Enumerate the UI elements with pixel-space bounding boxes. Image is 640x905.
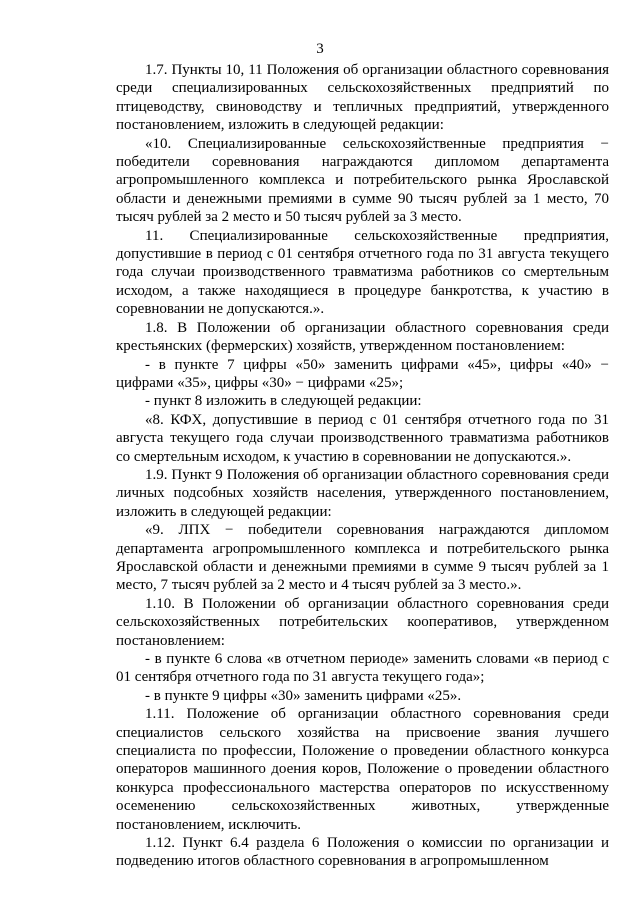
document-body [116, 61, 609, 871]
paragraph-quote-10: «10. Специализированные сельскохозяйственные предприятия − победители соревнования награждаются дипломом департамента агропромышленного комплекса и потребительского рынка Ярославской области и денежными премиями в сумме 90 тысяч рублей за 1 место, 70 тысяч рублей за 2 место и 50 тысяч рублей за 3 место. [116, 135, 609, 226]
page-number: 3 [316, 41, 324, 57]
paragraph-1-8-item-8: - пункт 8 изложить в следующей редакции: [145, 393, 422, 410]
paragraph-1-8-item-7: - в пункте 7 цифры «50» заменить цифрами «45», цифры «40» − цифрами «35», цифры «30» − цифрами «25»; [116, 356, 609, 391]
paragraph-1-10: 1.10. В Положении об организации областного соревнования среди сельскохозяйственных потребительских кооперативов, утвержденном постановлением: [116, 595, 609, 649]
paragraph-quote-8: «8. КФХ, допустившие в период с 01 сентября отчетного года по 31 августа текущего года случаи производственного травматизма работников со смертельным исходом, к участию в соревновании не допускаются.». [116, 411, 609, 465]
paragraph-1-9: 1.9. Пункт 9 Положения об организации областного соревнования среди личных подсобных хозяйств населения, утвержденного постановлением, изложить в следующей редакции: [116, 466, 609, 520]
paragraph-quote-11: 11. Специализированные сельскохозяйственные предприятия, допустившие в период с 01 сентября отчетного года по 31 августа текущего года случаи производственного травматизма работников со смертельным исходом, а также находящиеся в процедуре банкротства, к участию в соревновании не допускаются.». [116, 227, 609, 318]
paragraph-1-7: 1.7. Пункты 10, 11 Положения об организации областного соревнования среди специализированных сельскохозяйственных предприятий по птицеводству, свиноводству и тепличных предприятий, утвержденного постановлением, изложить в следующей редакции: [116, 62, 609, 134]
paragraph-1-12: 1.12. Пункт 6.4 раздела 6 Положения о комиссии по организации и подведению итогов областного соревнования в агропромышленном [116, 835, 609, 870]
paragraph-1-11: 1.11. Положение об организации областного соревнования среди специалистов сельского хозяйства на присвоение звания лучшего специалиста по профессии, Положение о проведении областного конкурса операторов машинного доения коров, Положение о проведении областного конкурса профессионального мастерства операторов по искусственному осеменению сельскохозяйственных животных, утвержденные постановлением, исключить. [116, 706, 609, 833]
paragraph-quote-9: «9. ЛПХ − победители соревнования награждаются дипломом департамента агропромышленного комплекса и потребительского рынка Ярославской области и денежными премиями в сумме 9 тысяч рублей за 1 место, 7 тысяч рублей за 2 место и 4 тысяч рублей за 3 место.». [116, 522, 609, 594]
paragraph-1-8: 1.8. В Положении об организации областного соревнования среди крестьянских (фермерских) хозяйств, утвержденном постановлением: [116, 319, 609, 355]
paragraph-1-10-item-9: - в пункте 9 цифры «30» заменить цифрами «25». [145, 687, 462, 704]
paragraph-1-10-item-6: - в пункте 6 слова «в отчетном периоде» заменить словами «в период с 01 сентября отчетного года по 31 августа текущего года»; [116, 651, 609, 686]
